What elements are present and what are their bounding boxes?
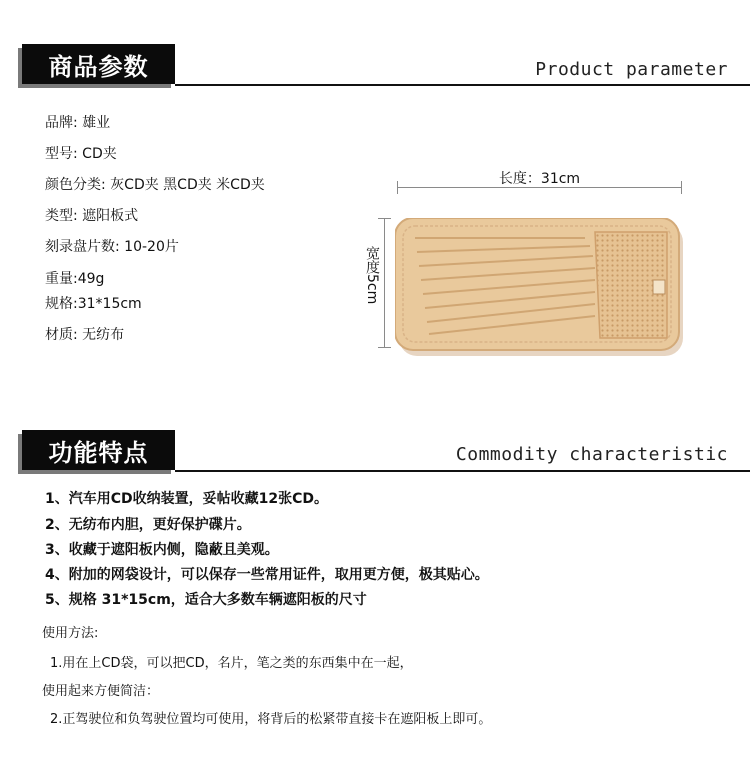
feature-3: 3、收藏于遮阳板内侧，隐蔽且美观。 <box>45 542 279 558</box>
length-line <box>397 187 682 188</box>
section-header-product-parameter <box>0 38 750 98</box>
param-color: 颜色分类: 灰CD夹 黑CD夹 米CD夹 <box>45 177 265 193</box>
param-capacity: 刻录盘片数: 10-20片 <box>45 239 179 255</box>
param-type: 类型: 遮阳板式 <box>45 208 139 224</box>
section-title-cn: 商品参数 <box>22 44 175 84</box>
usage-step-1: 1.用在上CD袋，可以把CD，名片，笔之类的东西集中在一起， <box>50 656 413 671</box>
feature-5: 5、规格 31*15cm，适合大多数车辆遮阳板的尺寸 <box>45 592 367 608</box>
param-material: 材质: 无纺布 <box>45 327 125 343</box>
feature-2: 2、无纺布内胆，更好保护碟片。 <box>45 517 251 533</box>
param-size: 规格:31*15cm <box>45 296 142 312</box>
length-label: 长度：31cm <box>498 171 581 187</box>
length-dimension <box>397 168 682 198</box>
length-cap-right <box>681 181 682 194</box>
param-brand: 品牌: 雄业 <box>45 115 111 131</box>
width-label: 宽度5cm <box>364 246 380 305</box>
param-weight: 重量:49g <box>45 271 105 287</box>
pocket-tab <box>653 280 665 294</box>
usage-subtitle: 使用起来方便简洁： <box>42 684 160 699</box>
feature-1: 1、汽车用CD收纳装置，妥帖收藏12张CD。 <box>45 491 329 507</box>
usage-title: 使用方法: <box>42 626 99 641</box>
width-line <box>384 218 385 348</box>
usage-step-2: 2.正驾驶位和负驾驶位置均可使用，将背后的松紧带直接卡在遮阳板上即可。 <box>50 712 492 727</box>
length-cap-left <box>397 181 398 194</box>
product-image-cd-visor-organizer <box>395 218 685 358</box>
section-title-en: Commodity characteristic <box>455 444 728 465</box>
section-header-commodity-characteristic <box>0 420 750 480</box>
width-cap-bottom <box>378 347 391 348</box>
width-cap-top <box>378 218 391 219</box>
header-divider <box>175 470 750 472</box>
param-model: 型号: CD夹 <box>45 146 117 162</box>
header-divider <box>175 84 750 86</box>
width-dimension <box>360 218 390 348</box>
feature-4: 4、附加的网袋设计，可以保存一些常用证件，取用更方便，极其贴心。 <box>45 567 489 583</box>
section-title-cn: 功能特点 <box>22 430 175 470</box>
section-title-en: Product parameter <box>535 59 728 80</box>
